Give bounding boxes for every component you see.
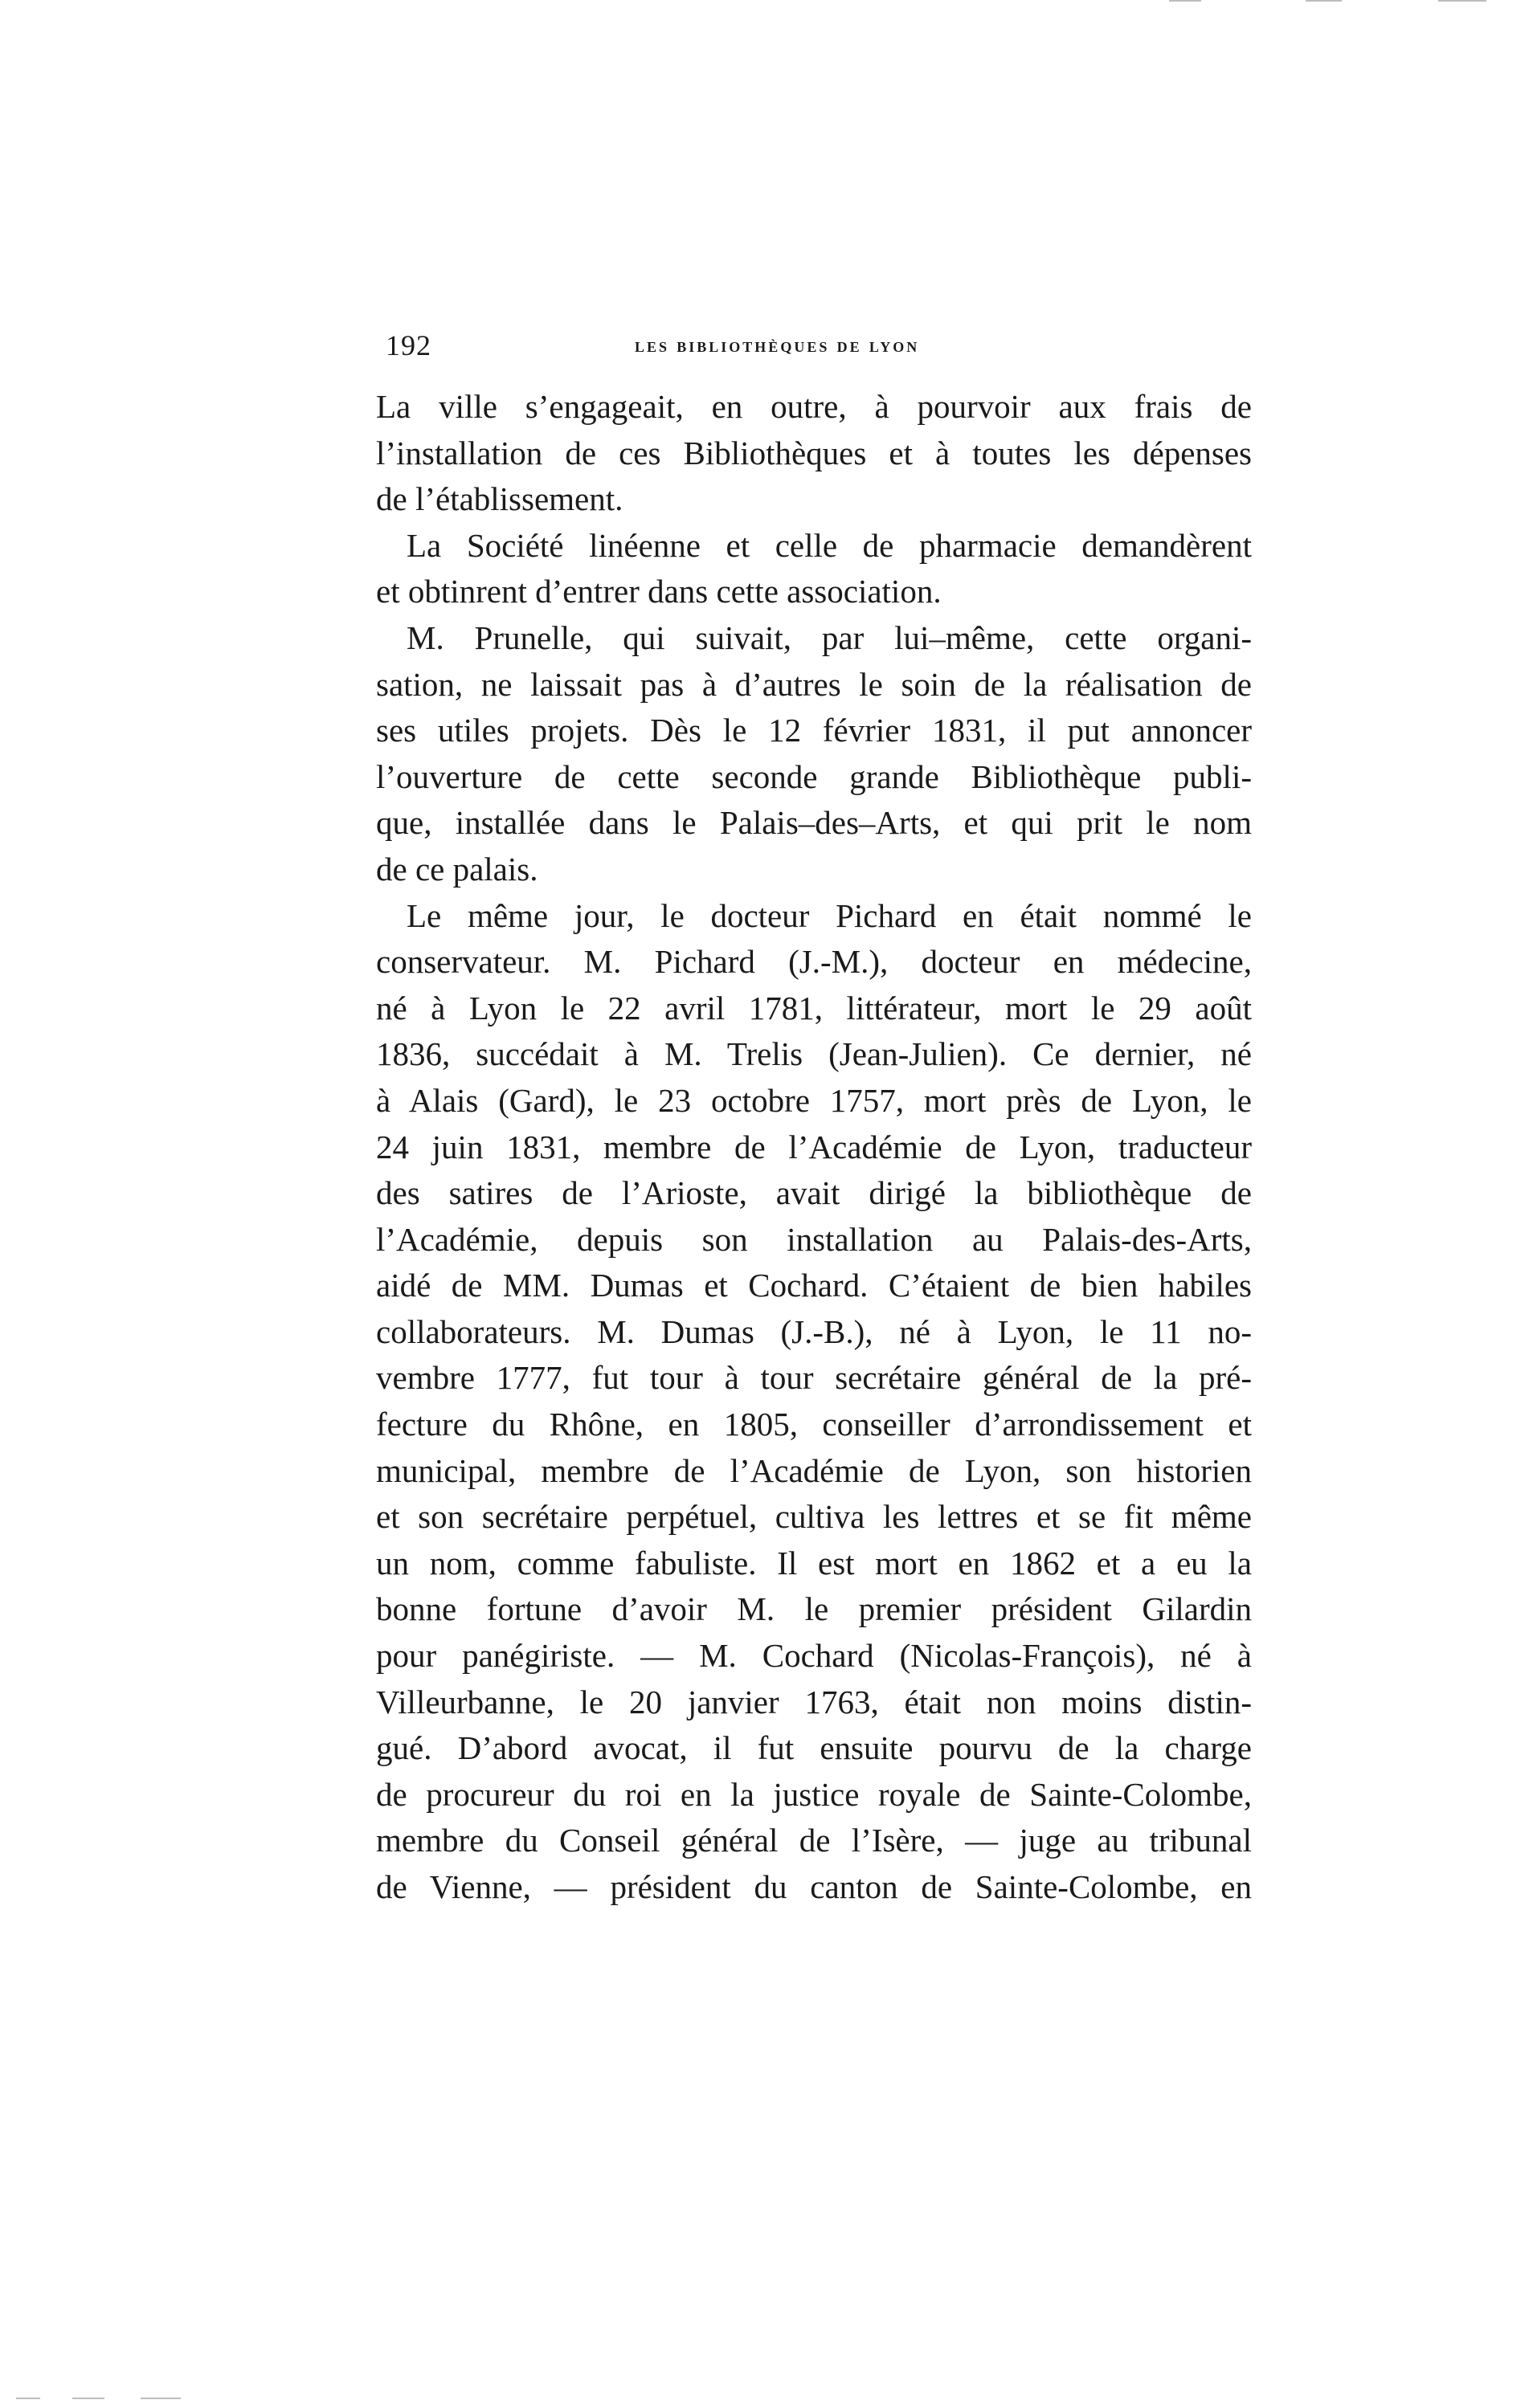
text-line: à Alais (Gard), le 23 octobre 1757, mort près de Lyon, le — [376, 1081, 1252, 1119]
text-line: et obtinrent d’entrer dans cette association. — [376, 573, 942, 610]
text-line: des satires de l’Arioste, avait dirigé la bibliothèque de — [376, 1174, 1252, 1212]
text-line: de Vienne, — président du canton de Sainte-Colombe, en — [376, 1868, 1252, 1905]
text-line: M. Prunelle, qui suivait, par lui–même, cette organi- — [407, 618, 1252, 656]
text-line: sation, ne laissait pas à d’autres le soin de la réalisation de — [376, 665, 1252, 703]
text-line: La Société linéenne et celle de pharmacie demandèrent — [407, 526, 1252, 564]
page-header — [378, 325, 1253, 373]
text-line: un nom, comme fabuliste. Il est mort en 1862 et a eu la — [376, 1544, 1252, 1582]
text-line: municipal, membre de l’Académie de Lyon, son historien — [376, 1451, 1252, 1489]
text-line: fecture du Rhône, en 1805, conseiller d’arrondissement et — [376, 1406, 1252, 1443]
text-line: conservateur. M. Pichard (J.-M.), docteur en médecine, — [376, 943, 1252, 981]
text-line: vembre 1777, fut tour à tour secrétaire général de la pré- — [376, 1359, 1252, 1397]
paragraph — [376, 615, 1252, 893]
text-line: Le même jour, le docteur Pichard en était nommé le — [407, 896, 1252, 934]
scan-edge-mark — [72, 2398, 104, 2399]
text-line: de l’établissement. — [376, 480, 623, 518]
paragraph — [376, 384, 1252, 523]
text-line: de ce palais. — [376, 850, 538, 888]
text-line: Villeurbanne, le 20 janvier 1763, était non moins distin- — [376, 1683, 1252, 1720]
text-line: que, installée dans le Palais–des–Arts, et qui prit le nom — [376, 804, 1252, 842]
text-line: né à Lyon le 22 avril 1781, littérateur, mort le 29 août — [376, 989, 1252, 1026]
text-line: de procureur du roi en la justice royale de Sainte-Colombe, — [376, 1775, 1252, 1813]
text-line: l’ouverture de cette seconde grande Bibliothèque publi- — [376, 757, 1252, 795]
text-line: bonne fortune d’avoir M. le premier président Gilardin — [376, 1590, 1252, 1628]
paragraph — [376, 893, 1252, 1911]
scan-edge-mark — [1169, 0, 1201, 2]
text-line: pour panégiriste. — M. Cochard (Nicolas-François), né à — [376, 1637, 1252, 1675]
scan-edge-mark — [141, 2398, 181, 2399]
scan-edge-mark — [16, 2398, 40, 2399]
page-number: 192 — [386, 329, 431, 361]
text-line: aidé de MM. Dumas et Cochard. C’étaient de bien habiles — [376, 1267, 1252, 1304]
body-text — [376, 384, 1252, 1911]
text-line: et son secrétaire perpétuel, cultiva les lettres et se fit même — [376, 1498, 1252, 1536]
text-line: 1836, succédait à M. Trelis (Jean-Julien). Ce dernier, né — [376, 1035, 1252, 1073]
text-line: membre du Conseil général de l’Isère, — juge au tribunal — [376, 1822, 1252, 1859]
text-line: collaborateurs. M. Dumas (J.-B.), né à Lyon, le 11 no- — [376, 1312, 1252, 1350]
text-line: La ville s’engageait, en outre, à pourvoir aux frais de — [376, 388, 1252, 425]
scan-edge-mark — [1306, 0, 1342, 2]
text-line: gué. D’abord avocat, il fut ensuite pourvu de la charge — [376, 1729, 1252, 1767]
running-title: les bibliothèques de lyon — [635, 335, 920, 357]
scan-edge-mark — [1438, 0, 1486, 2]
paragraph — [376, 523, 1252, 615]
text-line: 24 juin 1831, membre de l’Académie de Lyon, traducteur — [376, 1128, 1252, 1165]
text-line: l’installation de ces Bibliothèques et à toutes les dépenses — [376, 434, 1252, 471]
text-line: ses utiles projets. Dès le 12 février 1831, il put annoncer — [376, 712, 1252, 749]
text-line: l’Académie, depuis son installation au Palais-des-Arts, — [376, 1220, 1252, 1258]
